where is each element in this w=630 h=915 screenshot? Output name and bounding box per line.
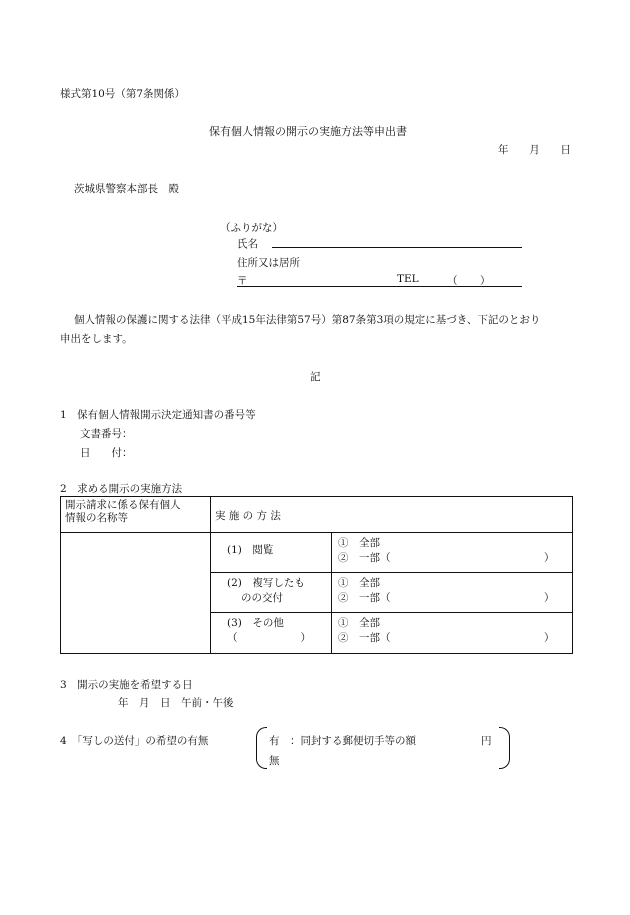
method-label-view: [211, 533, 332, 573]
info-name-header-line2: 情報の名称等: [65, 512, 128, 524]
addressee: 茨城県警察本部長 殿: [74, 183, 179, 195]
method-header-text: 実 施 の 方 法: [215, 510, 281, 522]
date-day-label: 日: [560, 144, 571, 156]
postal-mark: 〒: [237, 275, 248, 287]
name-label: 氏名: [237, 238, 258, 250]
option-partial-copy[interactable]: ② 一部（: [338, 592, 391, 604]
right-bracket: [499, 727, 510, 769]
method-view-label: (1) 閲覧: [227, 544, 274, 556]
method-options-other: [332, 613, 573, 654]
section3-heading: 3 開示の実施を希望する日: [60, 679, 193, 691]
option-partial-view[interactable]: ② 一部（: [338, 552, 391, 564]
preferred-date-line[interactable]: 年 月 日 午前・午後: [118, 697, 234, 709]
methods-table: [60, 496, 573, 654]
method-copy-label-line2: のの交付: [241, 592, 283, 604]
method-options-view: [332, 533, 573, 573]
info-name-header-line1: 開示請求に係る保有個人: [65, 499, 181, 511]
info-name-cell[interactable]: [61, 533, 211, 654]
furigana-label: （ふりがな）: [220, 222, 283, 234]
method-label-other: [211, 613, 332, 654]
section4-heading: 4 「写しの送付」の希望の有無: [60, 735, 209, 747]
method-other-label-line1: (3) その他: [227, 617, 284, 629]
date-year-label: 年: [498, 144, 509, 156]
method-row-view: [61, 533, 573, 573]
left-bracket: [256, 727, 267, 769]
section1-heading: 1 保有個人情報開示決定通知書の番号等: [60, 409, 256, 421]
ki-marker: 記: [310, 371, 321, 383]
option-all-view[interactable]: ① 全部: [338, 537, 380, 549]
option-partial-view-close: ）: [544, 552, 555, 564]
address-label: 住所又は居所: [237, 257, 300, 269]
option-partial-other[interactable]: ② 一部（: [338, 632, 391, 644]
option-no[interactable]: 無: [269, 755, 280, 767]
yen-label: 円: [481, 735, 492, 747]
intro-line-2: 申出をします。: [60, 333, 133, 345]
method-other-label-line2: （ ）: [227, 632, 311, 644]
option-all-copy[interactable]: ① 全部: [338, 577, 380, 589]
tel-paren-close: ）: [480, 275, 491, 287]
option-partial-other-close: ）: [544, 632, 555, 644]
option-all-other[interactable]: ① 全部: [338, 617, 380, 629]
info-name-header: [61, 497, 211, 533]
name-field[interactable]: [272, 247, 522, 248]
page-title: 保有個人情報の開示の実施方法等申出書: [209, 125, 407, 138]
address-field[interactable]: [237, 286, 522, 287]
option-yes[interactable]: 有 ：同封する郵便切手等の額: [269, 735, 416, 747]
doc-number-label: 文書番号：: [80, 428, 133, 440]
date-month-label: 月: [529, 144, 540, 156]
table-header-row: [61, 497, 573, 533]
method-copy-label-line1: (2) 複写したも: [227, 577, 305, 589]
section2-heading: 2 求める開示の実施方法: [60, 483, 183, 495]
option-partial-copy-close: ）: [544, 592, 555, 604]
method-label-copy: [211, 573, 332, 613]
form-number: 様式第10号（第7条関係）: [60, 88, 186, 100]
method-options-copy: [332, 573, 573, 613]
intro-line-1: 個人情報の保護に関する法律（平成15年法律第57号）第87条第3項の規定に基づき、下記のとおり: [74, 314, 541, 326]
tel-paren-open: （: [447, 275, 458, 287]
tel-label: TEL: [397, 273, 419, 285]
date-line: [498, 142, 571, 157]
notice-date-label: 日 付：: [80, 447, 133, 459]
method-header: [211, 497, 573, 533]
